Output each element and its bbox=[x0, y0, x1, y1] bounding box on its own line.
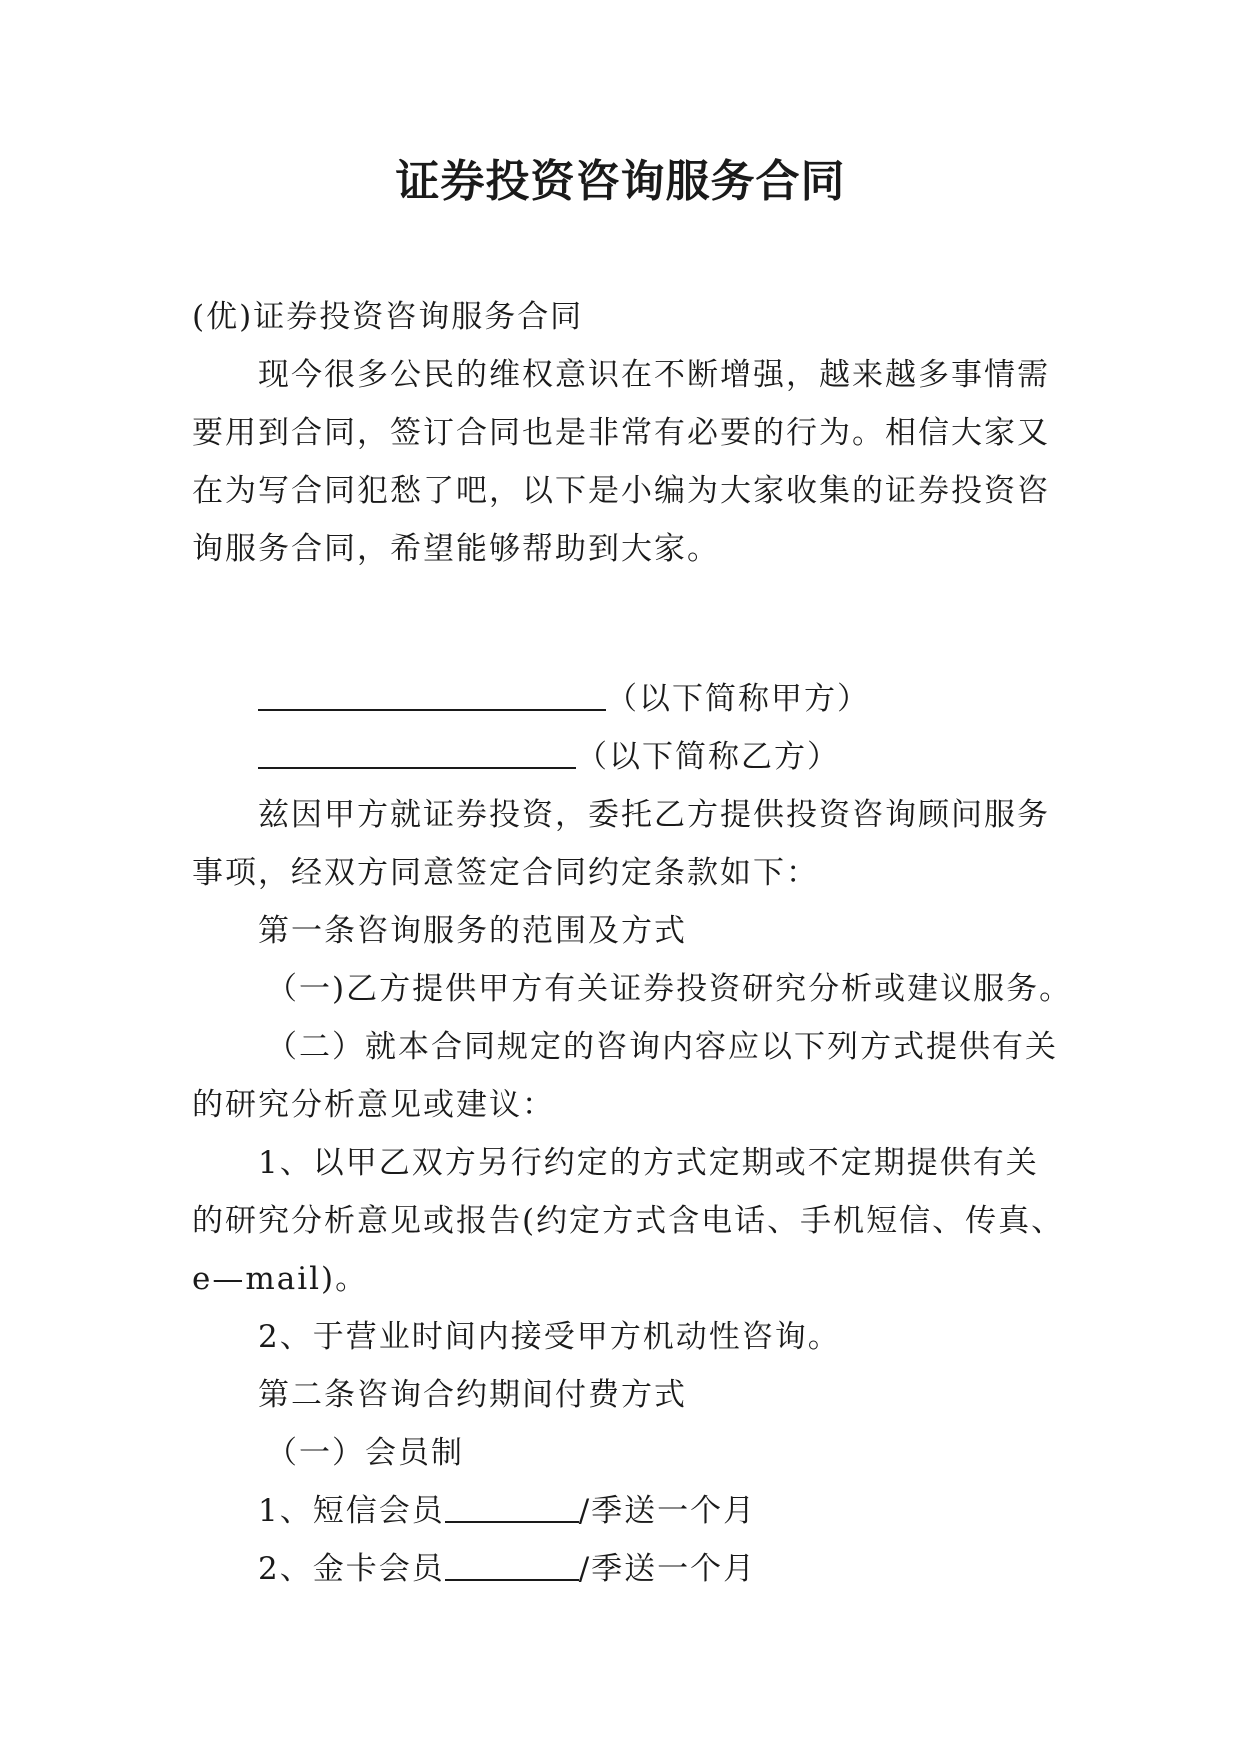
intro-line: 询服务合同，希望能够帮助到大家。 bbox=[192, 531, 720, 567]
article2-item1: （一）会员制 bbox=[266, 1435, 464, 1471]
article2-title: 第二条咨询合约期间付费方式 bbox=[258, 1377, 687, 1413]
member2-line bbox=[192, 1540, 1064, 1598]
member1-suffix: /季送一个月 bbox=[578, 1493, 757, 1529]
document-subtitle: (优)证券投资咨询服务合同 bbox=[192, 299, 584, 335]
article1-sub2: 2、于营业时间内接受甲方机动性咨询。 bbox=[258, 1319, 841, 1355]
party-a-line bbox=[192, 670, 1064, 728]
article1-title: 第一条咨询服务的范围及方式 bbox=[258, 913, 687, 949]
member2-price-blank[interactable] bbox=[445, 1549, 579, 1581]
document-title: 证券投资咨询服务合同 bbox=[395, 156, 846, 207]
preamble-line: 事项，经双方同意签定合同约定条款如下： bbox=[192, 855, 819, 891]
article1-sub1-line: 1、以甲乙双方另行约定的方式定期或不定期提供有关 bbox=[258, 1145, 1039, 1181]
party-a-suffix: （以下简称甲方） bbox=[606, 681, 870, 717]
intro-line: 在为写合同犯愁了吧，以下是小编为大家收集的证券投资咨 bbox=[192, 473, 1050, 509]
member2-suffix: /季送一个月 bbox=[578, 1551, 757, 1587]
party-b-suffix: （以下简称乙方） bbox=[576, 739, 840, 775]
member1-prefix: 1、短信会员 bbox=[258, 1493, 445, 1529]
preamble-line: 兹因甲方就证券投资，委托乙方提供投资咨询顾问服务 bbox=[258, 797, 1050, 833]
article1-sub1-line: e—mail)。 bbox=[192, 1261, 369, 1297]
party-a-blank[interactable] bbox=[258, 679, 606, 711]
article1-sub1-line: 的研究分析意见或报告(约定方式含电话、手机短信、传真、 bbox=[192, 1203, 1065, 1239]
member1-price-blank[interactable] bbox=[445, 1491, 579, 1523]
document-body bbox=[192, 288, 1073, 1598]
intro-line: 要用到合同，签订合同也是非常有必要的行为。相信大家又 bbox=[192, 415, 1050, 451]
member1-line bbox=[192, 1482, 1064, 1540]
party-b-blank[interactable] bbox=[258, 737, 576, 769]
party-b-line bbox=[192, 728, 1064, 786]
article1-item2-line: 的研究分析意见或建议： bbox=[192, 1087, 555, 1123]
intro-line: 现今很多公民的维权意识在不断增强，越来越多事情需 bbox=[258, 357, 1050, 393]
spacer bbox=[192, 578, 1064, 670]
article1-item1: （一)乙方提供甲方有关证券投资研究分析或建议服务。 bbox=[266, 971, 1073, 1007]
member2-prefix: 2、金卡会员 bbox=[258, 1551, 445, 1587]
article1-item2-line: （二）就本合同规定的咨询内容应以下列方式提供有关 bbox=[266, 1029, 1058, 1065]
